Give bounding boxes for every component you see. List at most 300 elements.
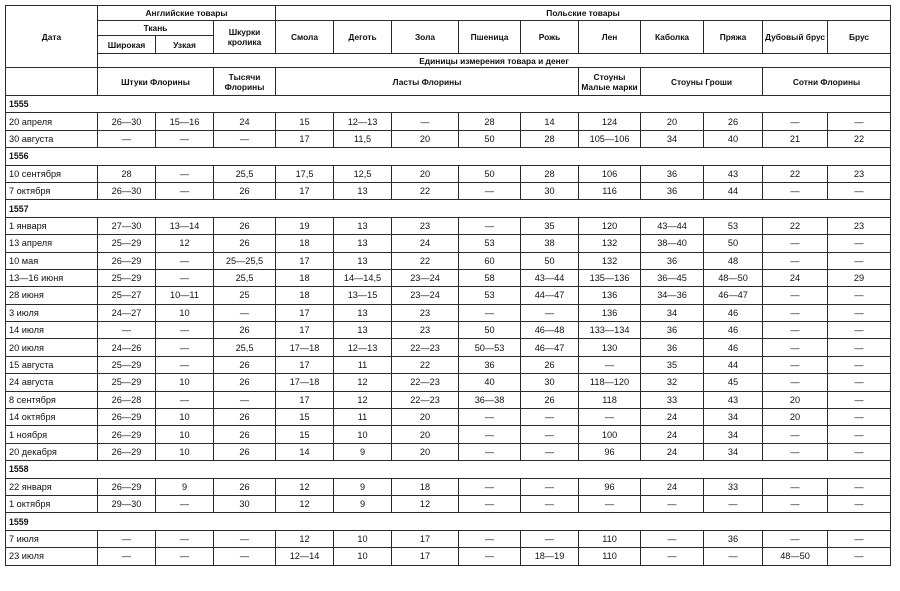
value-cell: 20 [392,165,459,182]
value-cell: 17 [276,130,334,147]
date-cell: 20 апреля [6,113,98,130]
value-cell: 18 [276,269,334,286]
value-cell: 24 [641,443,704,460]
header-good-9: Дубовый брус [763,21,828,54]
value-cell: 46—47 [704,287,763,304]
value-cell: — [392,113,459,130]
year-label: 1555 [6,96,891,113]
value-cell: 44 [704,356,763,373]
value-cell: — [763,252,828,269]
value-cell: 24 [641,409,704,426]
value-cell: 9 [334,478,392,495]
value-cell: — [763,182,828,199]
value-cell: 46—47 [521,339,579,356]
value-cell: 14 [276,443,334,460]
value-cell: — [828,339,891,356]
table-row [6,235,891,252]
value-cell: — [521,426,579,443]
value-cell: 22 [392,356,459,373]
value-cell: 26 [214,409,276,426]
value-cell: 100 [579,426,641,443]
value-cell: — [521,495,579,512]
header-good-5: Рожь [521,21,579,54]
value-cell: — [828,478,891,495]
date-cell: 13 апреля [6,235,98,252]
value-cell: — [156,391,214,408]
value-cell: 34 [641,304,704,321]
value-cell: 34—36 [641,287,704,304]
table-row [6,269,891,286]
value-cell: 18 [276,235,334,252]
value-cell: — [763,478,828,495]
value-cell: 45 [704,374,763,391]
value-cell: 24 [763,269,828,286]
value-cell: 10 [334,426,392,443]
value-cell: — [763,113,828,130]
value-cell: — [763,235,828,252]
value-cell: 10 [156,426,214,443]
value-cell: 11 [334,409,392,426]
value-cell: 23—24 [392,269,459,286]
value-cell: 17 [276,182,334,199]
value-cell: 60 [459,252,521,269]
value-cell: 17,5 [276,165,334,182]
table-row [6,130,891,147]
header-cloth-narrow: Узкая [156,36,214,54]
value-cell: 26—30 [98,182,156,199]
value-cell: — [828,252,891,269]
value-cell: 36 [641,165,704,182]
value-cell: 13—14 [156,217,214,234]
value-cell: — [641,495,704,512]
header-rabbit-skins: Шкурки кролика [214,21,276,54]
value-cell: 58 [459,269,521,286]
value-cell: 30 [521,182,579,199]
value-cell: — [763,322,828,339]
value-cell: 48 [704,252,763,269]
date-cell: 15 августа [6,356,98,373]
value-cell: 53 [459,235,521,252]
value-cell: 48—50 [704,269,763,286]
value-cell: 22 [828,130,891,147]
value-cell: 25,5 [214,165,276,182]
value-cell: — [763,304,828,321]
value-cell: 12 [156,235,214,252]
value-cell: — [214,530,276,547]
value-cell: — [156,356,214,373]
table-row [6,182,891,199]
value-cell: 26 [521,356,579,373]
value-cell: 130 [579,339,641,356]
value-cell: — [156,130,214,147]
value-cell: — [828,304,891,321]
value-cell: — [828,287,891,304]
date-cell: 24 августа [6,374,98,391]
value-cell: — [579,356,641,373]
value-cell: 22—23 [392,391,459,408]
value-cell: 23 [828,217,891,234]
value-cell: 26 [214,182,276,199]
value-cell: — [763,374,828,391]
value-cell: 30 [521,374,579,391]
value-cell: 12 [334,374,392,391]
value-cell: 26 [214,322,276,339]
value-cell: 133—134 [579,322,641,339]
table-row [6,495,891,512]
value-cell: 36 [641,339,704,356]
value-cell: — [459,217,521,234]
value-cell: — [641,548,704,565]
value-cell: 118—120 [579,374,641,391]
value-cell: 24 [641,478,704,495]
value-cell: 118 [579,391,641,408]
value-cell: 26 [214,235,276,252]
header-english-goods: Английские товары [98,6,276,21]
value-cell: — [459,478,521,495]
value-cell: — [156,495,214,512]
date-cell: 10 мая [6,252,98,269]
value-cell: 26—29 [98,443,156,460]
date-cell: 20 июля [6,339,98,356]
value-cell: 135—136 [579,269,641,286]
header-good-7: Каболка [641,21,704,54]
date-cell: 10 сентября [6,165,98,182]
value-cell: 12 [276,478,334,495]
value-cell: — [459,409,521,426]
value-cell: 20 [641,113,704,130]
value-cell: 13 [334,235,392,252]
value-cell: 53 [459,287,521,304]
value-cell: 14—14,5 [334,269,392,286]
value-cell: 10 [156,409,214,426]
value-cell: 26—29 [98,409,156,426]
value-cell: — [704,548,763,565]
date-cell: 30 августа [6,130,98,147]
date-cell: 8 сентября [6,391,98,408]
value-cell: — [156,165,214,182]
value-cell: 24 [214,113,276,130]
value-cell: — [156,269,214,286]
value-cell: 22 [763,217,828,234]
value-cell: 28 [98,165,156,182]
date-cell: 14 июля [6,322,98,339]
date-cell: 22 января [6,478,98,495]
value-cell: 15 [276,426,334,443]
value-cell: 12,5 [334,165,392,182]
header-cloth: Ткань [98,21,214,36]
value-cell: 12 [276,530,334,547]
value-cell: — [521,530,579,547]
header-date: Дата [6,6,98,68]
value-cell: 10 [156,374,214,391]
value-cell: — [459,548,521,565]
value-cell: 36 [641,182,704,199]
value-cell: 34 [704,426,763,443]
value-cell: 11 [334,356,392,373]
value-cell: 23 [392,217,459,234]
table-row [6,356,891,373]
value-cell: 120 [579,217,641,234]
value-cell: 43 [704,165,763,182]
value-cell: 25,5 [214,339,276,356]
value-cell: 26 [214,478,276,495]
table-body [6,96,891,566]
header-good-1: Смола [276,21,334,54]
value-cell: 34 [704,409,763,426]
table-row [6,322,891,339]
value-cell: — [828,113,891,130]
value-cell: 20 [392,443,459,460]
value-cell: — [459,530,521,547]
date-cell: 13—16 июня [6,269,98,286]
value-cell: 110 [579,530,641,547]
value-cell: 26—28 [98,391,156,408]
value-cell: 36 [459,356,521,373]
value-cell: 20 [392,426,459,443]
value-cell: 25 [214,287,276,304]
header-unit-flax: Стоуны Малые марки [579,68,641,96]
value-cell: 23 [828,165,891,182]
value-cell: 17 [276,391,334,408]
table-row [6,287,891,304]
value-cell: — [579,495,641,512]
value-cell: 25—27 [98,287,156,304]
value-cell: 11,5 [334,130,392,147]
value-cell: — [156,182,214,199]
value-cell: 96 [579,443,641,460]
value-cell: — [459,182,521,199]
value-cell: 43—44 [521,269,579,286]
value-cell: 136 [579,304,641,321]
value-cell: 24—26 [98,339,156,356]
value-cell: 50 [521,252,579,269]
year-row [6,148,891,165]
header-good-2: Деготь [334,21,392,54]
value-cell: 106 [579,165,641,182]
value-cell: 40 [704,130,763,147]
value-cell: 33 [641,391,704,408]
value-cell: 28 [459,113,521,130]
value-cell: 136 [579,287,641,304]
value-cell: 29 [828,269,891,286]
value-cell: 18 [276,287,334,304]
value-cell: — [763,426,828,443]
table-row [6,409,891,426]
value-cell: 17 [392,530,459,547]
value-cell: 13 [334,322,392,339]
value-cell: — [763,443,828,460]
value-cell: 38—40 [641,235,704,252]
value-cell: 17 [276,252,334,269]
value-cell: 17—18 [276,374,334,391]
value-cell: — [763,339,828,356]
value-cell: 28 [521,165,579,182]
value-cell: 26 [214,374,276,391]
value-cell: 34 [641,130,704,147]
table-row [6,339,891,356]
value-cell: 116 [579,182,641,199]
date-cell: 28 июня [6,287,98,304]
value-cell: — [521,304,579,321]
date-cell: 23 июля [6,548,98,565]
value-cell: 46 [704,339,763,356]
header-date-units [6,68,98,96]
value-cell: 44 [704,182,763,199]
value-cell: — [828,235,891,252]
value-cell: 50—53 [459,339,521,356]
value-cell: 15 [276,409,334,426]
value-cell: 29—30 [98,495,156,512]
header-units-title: Единицы измерения товара и денег [98,54,891,68]
value-cell: — [763,530,828,547]
value-cell: — [521,478,579,495]
value-cell: 35 [641,356,704,373]
date-cell: 7 октября [6,182,98,199]
header-good-10: Брус [828,21,891,54]
value-cell: 25—29 [98,356,156,373]
header-unit-timber: Сотни Флорины [763,68,891,96]
value-cell: 110 [579,548,641,565]
value-cell: 43—44 [641,217,704,234]
year-row [6,96,891,113]
value-cell: — [521,443,579,460]
value-cell: — [521,409,579,426]
value-cell: 25—29 [98,235,156,252]
value-cell: 26 [214,356,276,373]
value-cell: — [214,304,276,321]
value-cell: 38 [521,235,579,252]
value-cell: — [828,374,891,391]
year-label: 1558 [6,461,891,478]
table-header [6,6,891,96]
value-cell: 26—30 [98,113,156,130]
year-label: 1556 [6,148,891,165]
value-cell: 15—16 [156,113,214,130]
value-cell: — [214,391,276,408]
value-cell: 36 [704,530,763,547]
price-table [5,5,891,566]
value-cell: 30 [214,495,276,512]
value-cell: — [704,495,763,512]
date-cell: 14 октября [6,409,98,426]
date-cell: 1 ноября [6,426,98,443]
header-good-6: Лен [579,21,641,54]
value-cell: 13—15 [334,287,392,304]
value-cell: 20 [392,409,459,426]
value-cell: 22—23 [392,339,459,356]
table-row [6,548,891,565]
value-cell: 23—24 [392,287,459,304]
value-cell: 24 [392,235,459,252]
value-cell: 33 [704,478,763,495]
header-unit-rabbit: Тысячи Флорины [214,68,276,96]
value-cell: 50 [459,165,521,182]
value-cell: 10 [334,548,392,565]
table-row [6,304,891,321]
header-unit-lasts: Ласты Флорины [276,68,579,96]
value-cell: 46—48 [521,322,579,339]
value-cell: 27—30 [98,217,156,234]
value-cell: 23 [392,322,459,339]
table-row [6,443,891,460]
value-cell: — [156,530,214,547]
year-row [6,513,891,530]
value-cell: — [156,548,214,565]
value-cell: 35 [521,217,579,234]
value-cell: 26—29 [98,478,156,495]
value-cell: 44—47 [521,287,579,304]
value-cell: 9 [334,443,392,460]
header-cloth-wide: Широкая [98,36,156,54]
value-cell: 26—29 [98,252,156,269]
value-cell: 9 [156,478,214,495]
value-cell: 26 [521,391,579,408]
value-cell: — [98,548,156,565]
value-cell: 25—29 [98,269,156,286]
value-cell: 19 [276,217,334,234]
date-cell: 3 июля [6,304,98,321]
year-label: 1559 [6,513,891,530]
date-cell: 1 января [6,217,98,234]
value-cell: 46 [704,322,763,339]
value-cell: 21 [763,130,828,147]
table-row [6,426,891,443]
value-cell: 12—14 [276,548,334,565]
value-cell: 105—106 [579,130,641,147]
header-unit-hemp: Стоуны Гроши [641,68,763,96]
value-cell: 13 [334,304,392,321]
value-cell: — [763,495,828,512]
table-row [6,374,891,391]
value-cell: — [156,252,214,269]
value-cell: 17 [276,356,334,373]
value-cell: 132 [579,252,641,269]
value-cell: 22 [392,182,459,199]
value-cell: 13 [334,252,392,269]
value-cell: — [156,322,214,339]
header-good-4: Пшеница [459,21,521,54]
value-cell: 26—29 [98,426,156,443]
value-cell: — [98,130,156,147]
value-cell: 24 [641,426,704,443]
value-cell: 22 [392,252,459,269]
value-cell: 36 [641,322,704,339]
value-cell: — [828,182,891,199]
year-row [6,200,891,217]
value-cell: — [156,339,214,356]
value-cell: 20 [763,391,828,408]
value-cell: 43 [704,391,763,408]
value-cell: — [828,530,891,547]
value-cell: — [828,356,891,373]
value-cell: 124 [579,113,641,130]
header-unit-cloth: Штуки Флорины [98,68,214,96]
date-cell: 7 июля [6,530,98,547]
value-cell: 17 [392,548,459,565]
value-cell: 13 [334,182,392,199]
value-cell: 50 [459,130,521,147]
value-cell: 20 [763,409,828,426]
value-cell: 96 [579,478,641,495]
table-row [6,391,891,408]
value-cell: 12—13 [334,113,392,130]
table-row [6,530,891,547]
value-cell: 28 [521,130,579,147]
value-cell: 32 [641,374,704,391]
table-row [6,165,891,182]
date-cell: 20 декабря [6,443,98,460]
year-row [6,461,891,478]
